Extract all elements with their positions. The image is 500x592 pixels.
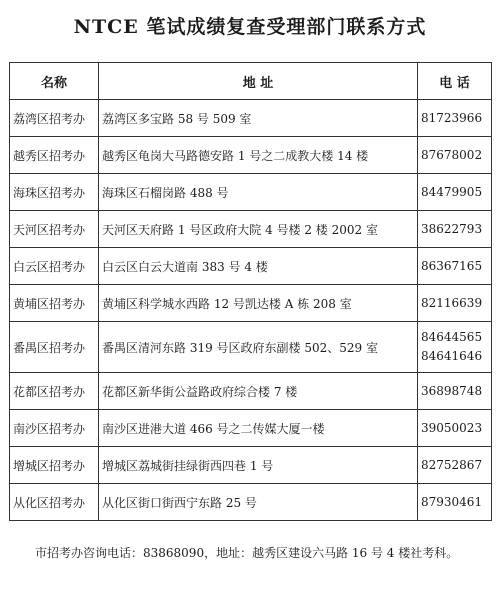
office-name: 黄埔区招考办 [10,285,99,322]
office-address: 天河区天府路 1 号区政府大院 4 号楼 2 楼 2002 室 [99,211,418,248]
table-header-row [10,63,492,100]
office-phone [418,484,492,521]
phone-number: 82752867 [421,457,483,472]
office-address: 增城区荔城街挂绿街西四巷 1 号 [99,447,418,484]
office-name: 荔湾区招考办 [10,100,99,137]
office-name: 天河区招考办 [10,211,99,248]
office-phone [418,137,492,174]
table-row [10,285,492,322]
office-phone [418,211,492,248]
office-phone [418,322,492,373]
office-address: 花都区新华街公益路政府综合楼 7 楼 [99,373,418,410]
phone-number: 84644565 [421,330,483,344]
office-address: 黄埔区科学城水西路 12 号凯达楼 A 栋 208 室 [99,285,418,322]
office-address: 南沙区进港大道 466 号之二传媒大厦一楼 [99,410,418,447]
office-address: 番禺区清河东路 319 号区政府东副楼 502、529 室 [99,322,418,373]
table-row [10,100,492,137]
phone-number: 86367165 [421,258,483,273]
office-name: 增城区招考办 [10,447,99,484]
table-row [10,447,492,484]
table-row [10,373,492,410]
office-name: 越秀区招考办 [10,137,99,174]
page-title: NTCE 笔试成绩复查受理部门联系方式 [73,16,427,38]
phone-number: 82116639 [421,295,483,310]
phone-number: 38622793 [421,221,483,236]
office-address: 越秀区龟岗大马路德安路 1 号之二成教大楼 14 楼 [99,137,418,174]
phone-number: 81723966 [421,110,483,125]
office-phone [418,100,492,137]
office-name: 白云区招考办 [10,248,99,285]
header-phone: 电 话 [418,63,492,100]
table-row [10,410,492,447]
table-row [10,484,492,521]
table-row [10,322,492,373]
office-phone [418,447,492,484]
office-phone [418,248,492,285]
office-address: 从化区街口街西宁东路 25 号 [99,484,418,521]
office-address: 海珠区石榴岗路 488 号 [99,174,418,211]
header-address: 地 址 [99,63,418,100]
phone-number: 84479905 [421,184,483,199]
office-name: 南沙区招考办 [10,410,99,447]
office-name: 海珠区招考办 [10,174,99,211]
office-address: 荔湾区多宝路 58 号 509 室 [99,100,418,137]
office-name: 番禺区招考办 [10,322,99,373]
phone-number: 84641646 [421,349,483,363]
phone-number: 87678002 [421,147,483,162]
phone-number: 87930461 [421,494,483,509]
office-phone [418,174,492,211]
phone-number: 39050023 [421,420,483,435]
office-phone [418,410,492,447]
table-row [10,174,492,211]
office-name: 从化区招考办 [10,484,99,521]
office-phone [418,285,492,322]
table-row [10,137,492,174]
footer-note: 市招考办咨询电话：83868090，地址：越秀区建设六马路 16 号 4 楼社考科。 [35,546,459,560]
phone-number: 36898748 [421,383,483,398]
office-address: 白云区白云大道南 383 号 4 楼 [99,248,418,285]
table-row [10,248,492,285]
office-name: 花都区招考办 [10,373,99,410]
office-phone [418,373,492,410]
header-name: 名称 [10,63,99,100]
table-row [10,211,492,248]
contacts-table [9,62,492,521]
